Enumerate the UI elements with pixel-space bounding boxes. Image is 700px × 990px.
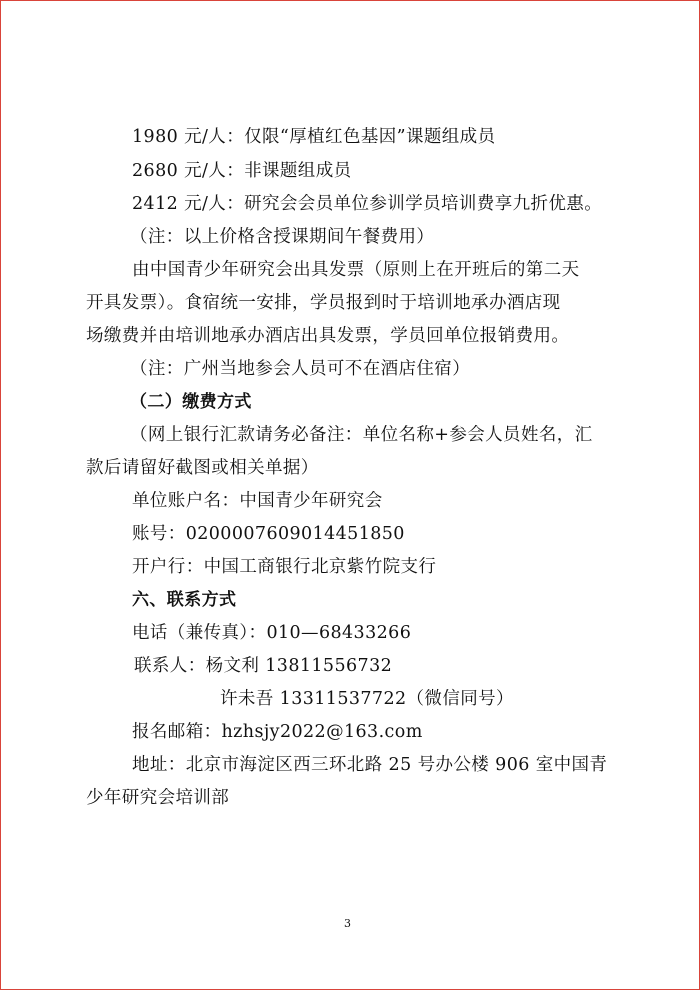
invoice-paragraph-line-1: 由中国青少年研究会出具发票（原则上在开班后的第二天 <box>132 260 580 280</box>
bank-note-line-2: 款后请留好截图或相关单据） <box>86 458 319 478</box>
invoice-paragraph-line-2: 开具发票）。食宿统一安排，学员报到时于培训地承办酒店现 <box>86 293 561 313</box>
bank-note-line-1: （网上银行汇款请务必备注：单位名称+参会人员姓名，汇 <box>130 425 593 445</box>
address-line-1: 地址：北京市海淀区西三环北路 25 号办公楼 906 室中国青 <box>132 755 608 775</box>
phone-fax: 电话（兼传真）：010—68433266 <box>132 623 412 643</box>
address-line-2: 少年研究会培训部 <box>86 788 230 808</box>
invoice-paragraph-line-3: 场缴费并由培训地承办酒店出具发票，学员回单位报销费用。 <box>86 326 570 346</box>
payment-method-heading: （二）缴费方式 <box>130 392 252 412</box>
contact-person-2: 许未吾 13311537722（微信同号） <box>220 689 514 709</box>
fee-line-2680: 2680 元/人：非课题组成员 <box>132 161 352 181</box>
page-number: 3 <box>344 917 351 930</box>
account-name: 单位账户名：中国青少年研究会 <box>132 491 383 511</box>
registration-email: 报名邮箱：hzhsjy2022@163.com <box>132 722 423 742</box>
fee-line-1980: 1980 元/人：仅限“厚植红色基因”课题组成员 <box>132 127 496 147</box>
fee-line-2412: 2412 元/人：研究会会员单位参训学员培训费享九折优惠。 <box>132 194 603 214</box>
contact-heading: 六、联系方式 <box>132 590 237 610</box>
fee-note: （注：以上价格含授课期间午餐费用） <box>130 227 435 247</box>
account-number: 账号：0200007609014451850 <box>132 524 405 544</box>
bank-branch: 开户行：中国工商银行北京紫竹院支行 <box>132 557 437 577</box>
accommodation-note: （注：广州当地参会人员可不在酒店住宿） <box>130 359 471 379</box>
contact-person-1: 联系人：杨文利 13811556732 <box>134 656 393 676</box>
